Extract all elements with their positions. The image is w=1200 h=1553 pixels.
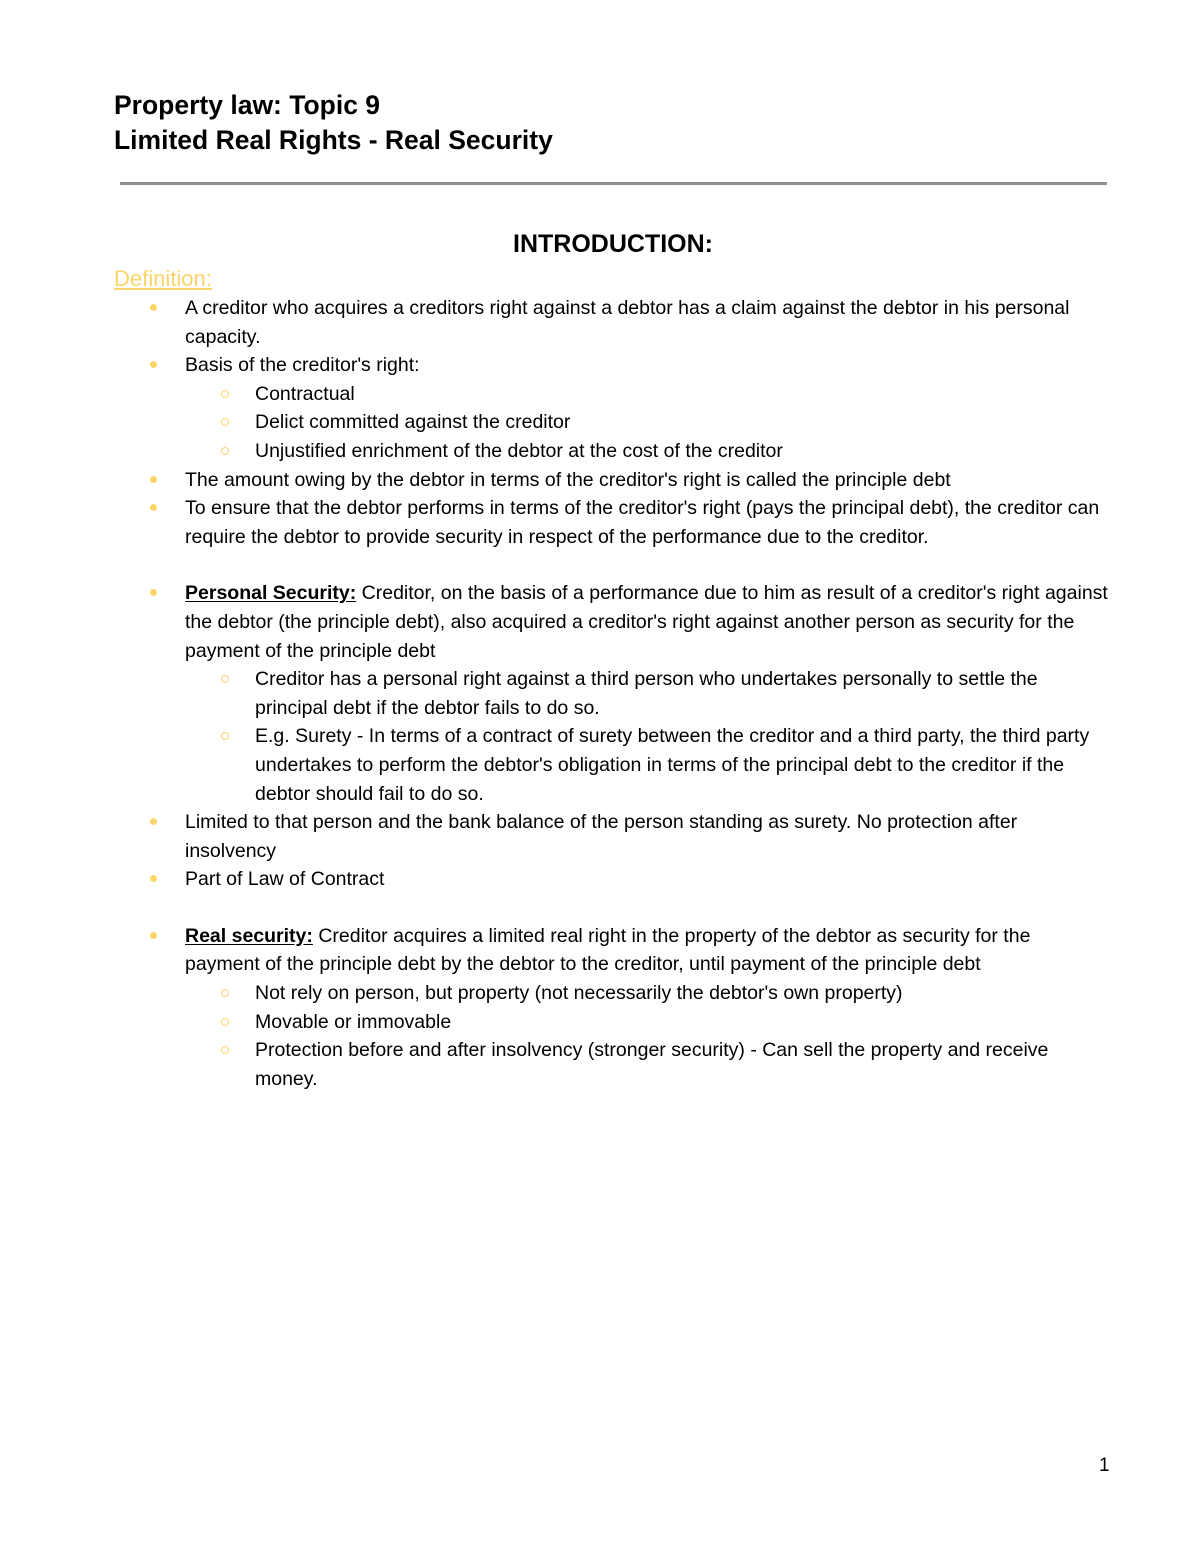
list-item	[0, 294, 1110, 351]
spacer	[0, 894, 1200, 922]
list-item-text: Part of Law of Contract	[185, 868, 385, 891]
list-item-text: Creditor has a personal right against a third person who undertakes personally to settle the principal debt if the debtor fails to do so.	[255, 668, 1038, 719]
filled-bullet-icon	[150, 865, 160, 893]
hollow-bullet-icon	[221, 665, 233, 693]
sub-list-item	[0, 437, 1110, 466]
horizontal-divider	[120, 182, 1107, 185]
filled-bullet-icon	[150, 922, 160, 950]
hollow-bullet-icon	[221, 408, 233, 436]
filled-bullet-icon	[150, 579, 160, 607]
title-line-topic: Property law: Topic 9	[114, 90, 381, 120]
real-security-label: Real security:	[185, 924, 313, 947]
personal-security-label: Personal Security:	[185, 582, 357, 605]
filled-bullet-icon	[150, 351, 160, 379]
sub-list-item	[0, 979, 1110, 1008]
list-item-text: Delict committed against the creditor	[255, 411, 571, 434]
hollow-bullet-icon	[221, 380, 233, 408]
sub-list-item	[0, 665, 1110, 722]
hollow-bullet-icon	[221, 437, 233, 465]
filled-bullet-icon	[150, 494, 160, 522]
sub-list-item	[0, 1008, 1110, 1037]
title-line-subject: Limited Real Rights - Real Security	[114, 125, 553, 155]
document-title	[114, 88, 553, 158]
list-item-text: To ensure that the debtor performs in terms of the creditor's right (pays the principal debt), the creditor can require the debtor to provide security in respect of the performance due to the creditor.	[185, 497, 1100, 548]
section-heading: INTRODUCTION:	[513, 230, 713, 258]
list-item	[0, 808, 1110, 865]
sub-list-item	[0, 722, 1110, 808]
filled-bullet-icon	[150, 466, 160, 494]
list-item-personal-security	[0, 579, 1110, 665]
sub-list-item	[0, 1036, 1110, 1093]
list-item-text: Contractual	[255, 382, 355, 405]
list-item	[0, 494, 1110, 551]
list-item-text: Not rely on person, but property (not necessarily the debtor's own property)	[255, 982, 903, 1005]
hollow-bullet-icon	[221, 1008, 233, 1036]
list-item	[0, 865, 1110, 894]
filled-bullet-icon	[150, 294, 160, 322]
list-item-text: The amount owing by the debtor in terms of the creditor's right is called the principle debt	[185, 468, 951, 491]
spacer	[0, 551, 1200, 579]
list-item-real-security	[0, 922, 1110, 979]
list-item-text: Limited to that person and the bank balance of the person standing as surety. No protection after insolvency	[185, 811, 1018, 862]
hollow-bullet-icon	[221, 722, 233, 750]
page-number: 1	[1099, 1455, 1110, 1476]
sub-list-item	[0, 380, 1110, 409]
list-item-text: Creditor acquires a limited real right in the property of the debtor as security for the payment of the principle debt by the debtor to the creditor, until payment of the principle debt	[185, 924, 1031, 976]
sub-list-item	[0, 408, 1110, 437]
list-item-text: Basis of the creditor's right:	[185, 354, 420, 377]
list-item	[0, 351, 1110, 380]
hollow-bullet-icon	[221, 979, 233, 1007]
list-item-text: Movable or immovable	[255, 1010, 452, 1033]
filled-bullet-icon	[150, 808, 160, 836]
list-item-text: Protection before and after insolvency (stronger security) - Can sell the property and receive money.	[255, 1039, 1049, 1090]
list-item	[0, 466, 1110, 495]
list-item-text: Unjustified enrichment of the debtor at the cost of the creditor	[255, 439, 783, 462]
list-item-text: Creditor, on the basis of a performance due to him as result of a creditor's right against the debtor (the principle debt), also acquired a creditor's right against another person as security for the payment of the principle debt	[185, 582, 1108, 662]
definition-label: Definition:	[114, 266, 212, 291]
bullet-list	[0, 294, 1200, 1093]
hollow-bullet-icon	[221, 1036, 233, 1064]
list-item-text: E.g. Surety - In terms of a contract of surety between the creditor and a third party, the third party undertakes to perform the debtor's obligation in terms of the principal debt to the creditor if the debtor should fail to do so.	[255, 725, 1090, 805]
list-item-text: A creditor who acquires a creditors right against a debtor has a claim against the debtor in his personal capacity.	[185, 297, 1070, 348]
